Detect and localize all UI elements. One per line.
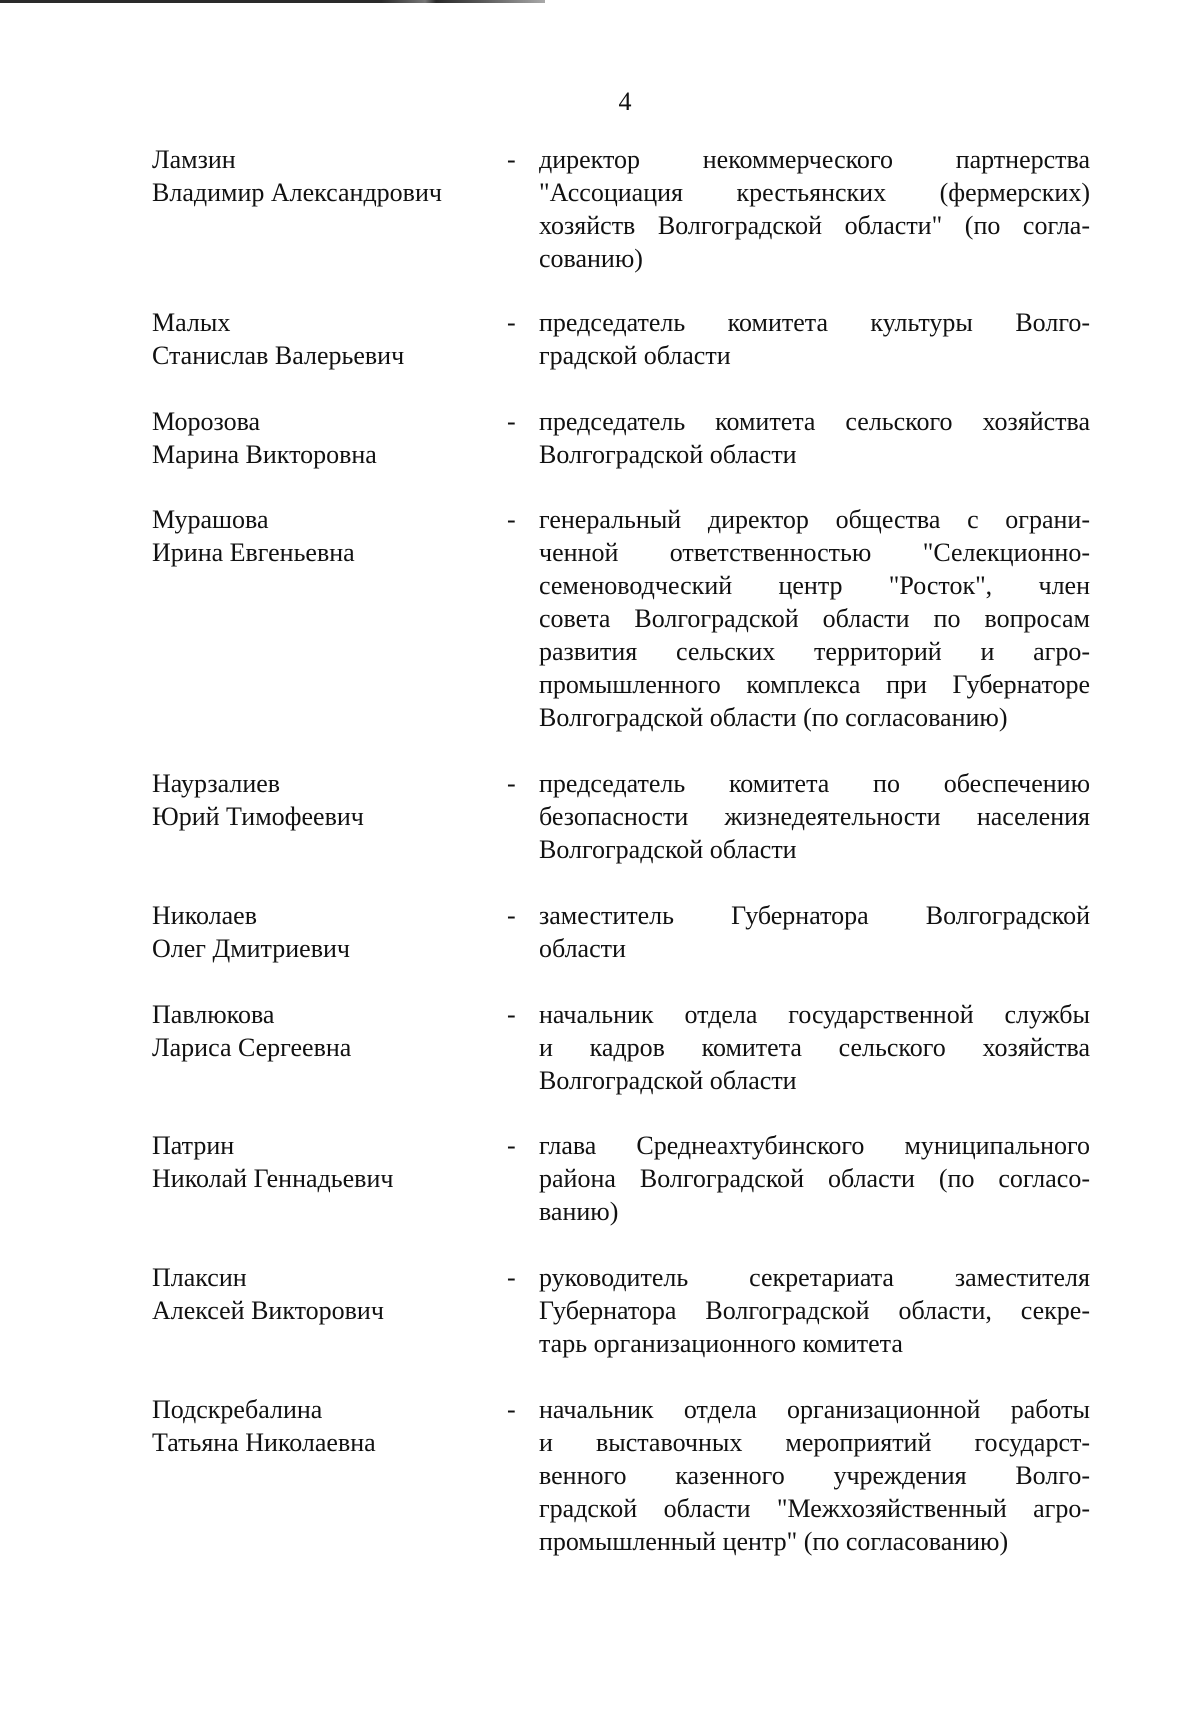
position-line: председатель комитета культуры Волго- <box>539 308 1090 337</box>
member-surname: Ламзин <box>152 145 236 174</box>
position-line: ванию) <box>539 1197 619 1226</box>
position-line: директор некоммерческого партнерства <box>539 145 1090 174</box>
member-position <box>539 1129 1090 1228</box>
member-name <box>152 1129 492 1195</box>
member-name <box>152 1393 492 1459</box>
member-given-name: Марина Викторовна <box>152 440 377 469</box>
position-line: генеральный директор общества с ограни- <box>539 505 1090 534</box>
member-given-name: Станислав Валерьевич <box>152 341 405 370</box>
member-position <box>539 306 1090 372</box>
member-given-name: Татьяна Николаевна <box>152 1428 376 1457</box>
member-surname: Малых <box>152 308 231 337</box>
position-line: семеноводческий центр "Росток", член <box>539 571 1090 600</box>
scan-edge-line <box>0 0 545 3</box>
position-line: заместитель Губернатора Волгоградской <box>539 901 1090 930</box>
position-line: председатель комитета по обеспечению <box>539 769 1090 798</box>
member-surname: Патрин <box>152 1131 235 1160</box>
position-line: тарь организационного комитета <box>539 1329 903 1358</box>
member-surname: Морозова <box>152 407 261 436</box>
position-line: развития сельских территорий и агро- <box>539 637 1090 666</box>
dash-separator: - <box>507 1395 516 1424</box>
position-line: "Ассоциация крестьянских (фермерских) <box>539 178 1090 207</box>
position-line: сованию) <box>539 244 643 273</box>
position-line: Волгоградской области <box>539 835 797 864</box>
position-line: хозяйств Волгоградской области" (по согла- <box>539 211 1090 240</box>
dash-separator: - <box>507 769 516 798</box>
member-given-name: Владимир Александрович <box>152 178 442 207</box>
position-line: председатель комитета сельского хозяйства <box>539 407 1090 436</box>
member-name <box>152 1261 492 1327</box>
position-line: начальник отдела организационной работы <box>539 1395 1090 1424</box>
member-surname: Мурашова <box>152 505 269 534</box>
position-line: глава Среднеахтубинского муниципального <box>539 1131 1090 1160</box>
position-line: Волгоградской области <box>539 440 797 469</box>
member-name <box>152 143 492 209</box>
position-line: промышленного комплекса при Губернаторе <box>539 670 1090 699</box>
position-line: совета Волгоградской области по вопросам <box>539 604 1090 633</box>
position-line: руководитель секретариата заместителя <box>539 1263 1090 1292</box>
member-name <box>152 998 492 1064</box>
member-name <box>152 767 492 833</box>
member-given-name: Лариса Сергеевна <box>152 1033 352 1062</box>
member-surname: Николаев <box>152 901 257 930</box>
member-position <box>539 503 1090 734</box>
position-line: ченной ответственностью "Селекционно- <box>539 538 1090 567</box>
member-name <box>152 306 492 372</box>
dash-separator: - <box>507 407 516 436</box>
member-name <box>152 405 492 471</box>
position-line: района Волгоградской области (по согласо- <box>539 1164 1090 1193</box>
member-surname: Подскребалина <box>152 1395 323 1424</box>
dash-separator: - <box>507 1263 516 1292</box>
member-position <box>539 767 1090 866</box>
member-position <box>539 1393 1090 1558</box>
member-surname: Наурзалиев <box>152 769 281 798</box>
member-surname: Павлюкова <box>152 1000 275 1029</box>
member-given-name: Юрий Тимофеевич <box>152 802 364 831</box>
member-given-name: Алексей Викторович <box>152 1296 384 1325</box>
position-line: Губернатора Волгоградской области, секре- <box>539 1296 1090 1325</box>
dash-separator: - <box>507 901 516 930</box>
position-line: и выставочных мероприятий государст- <box>539 1428 1090 1457</box>
member-position <box>539 998 1090 1097</box>
position-line: Волгоградской области <box>539 1066 797 1095</box>
member-position <box>539 405 1090 471</box>
member-name <box>152 503 492 569</box>
position-line: промышленный центр" (по согласованию) <box>539 1527 1009 1556</box>
position-line: безопасности жизнедеятельности населения <box>539 802 1090 831</box>
member-position <box>539 143 1090 275</box>
member-surname: Плаксин <box>152 1263 247 1292</box>
position-line: и кадров комитета сельского хозяйства <box>539 1033 1090 1062</box>
dash-separator: - <box>507 308 516 337</box>
member-given-name: Николай Геннадьевич <box>152 1164 394 1193</box>
position-line: градской области "Межхозяйственный агро- <box>539 1494 1090 1523</box>
dash-separator: - <box>507 1000 516 1029</box>
position-line: Волгоградской области (по согласованию) <box>539 703 1008 732</box>
member-given-name: Ирина Евгеньевна <box>152 538 355 567</box>
page-number: 4 <box>618 87 632 116</box>
position-line: венного казенного учреждения Волго- <box>539 1461 1090 1490</box>
member-given-name: Олег Дмитриевич <box>152 934 350 963</box>
member-position <box>539 1261 1090 1360</box>
position-line: начальник отдела государственной службы <box>539 1000 1090 1029</box>
dash-separator: - <box>507 1131 516 1160</box>
member-name <box>152 899 492 965</box>
dash-separator: - <box>507 505 516 534</box>
position-line: градской области <box>539 341 731 370</box>
dash-separator: - <box>507 145 516 174</box>
member-position <box>539 899 1090 965</box>
position-line: области <box>539 934 626 963</box>
